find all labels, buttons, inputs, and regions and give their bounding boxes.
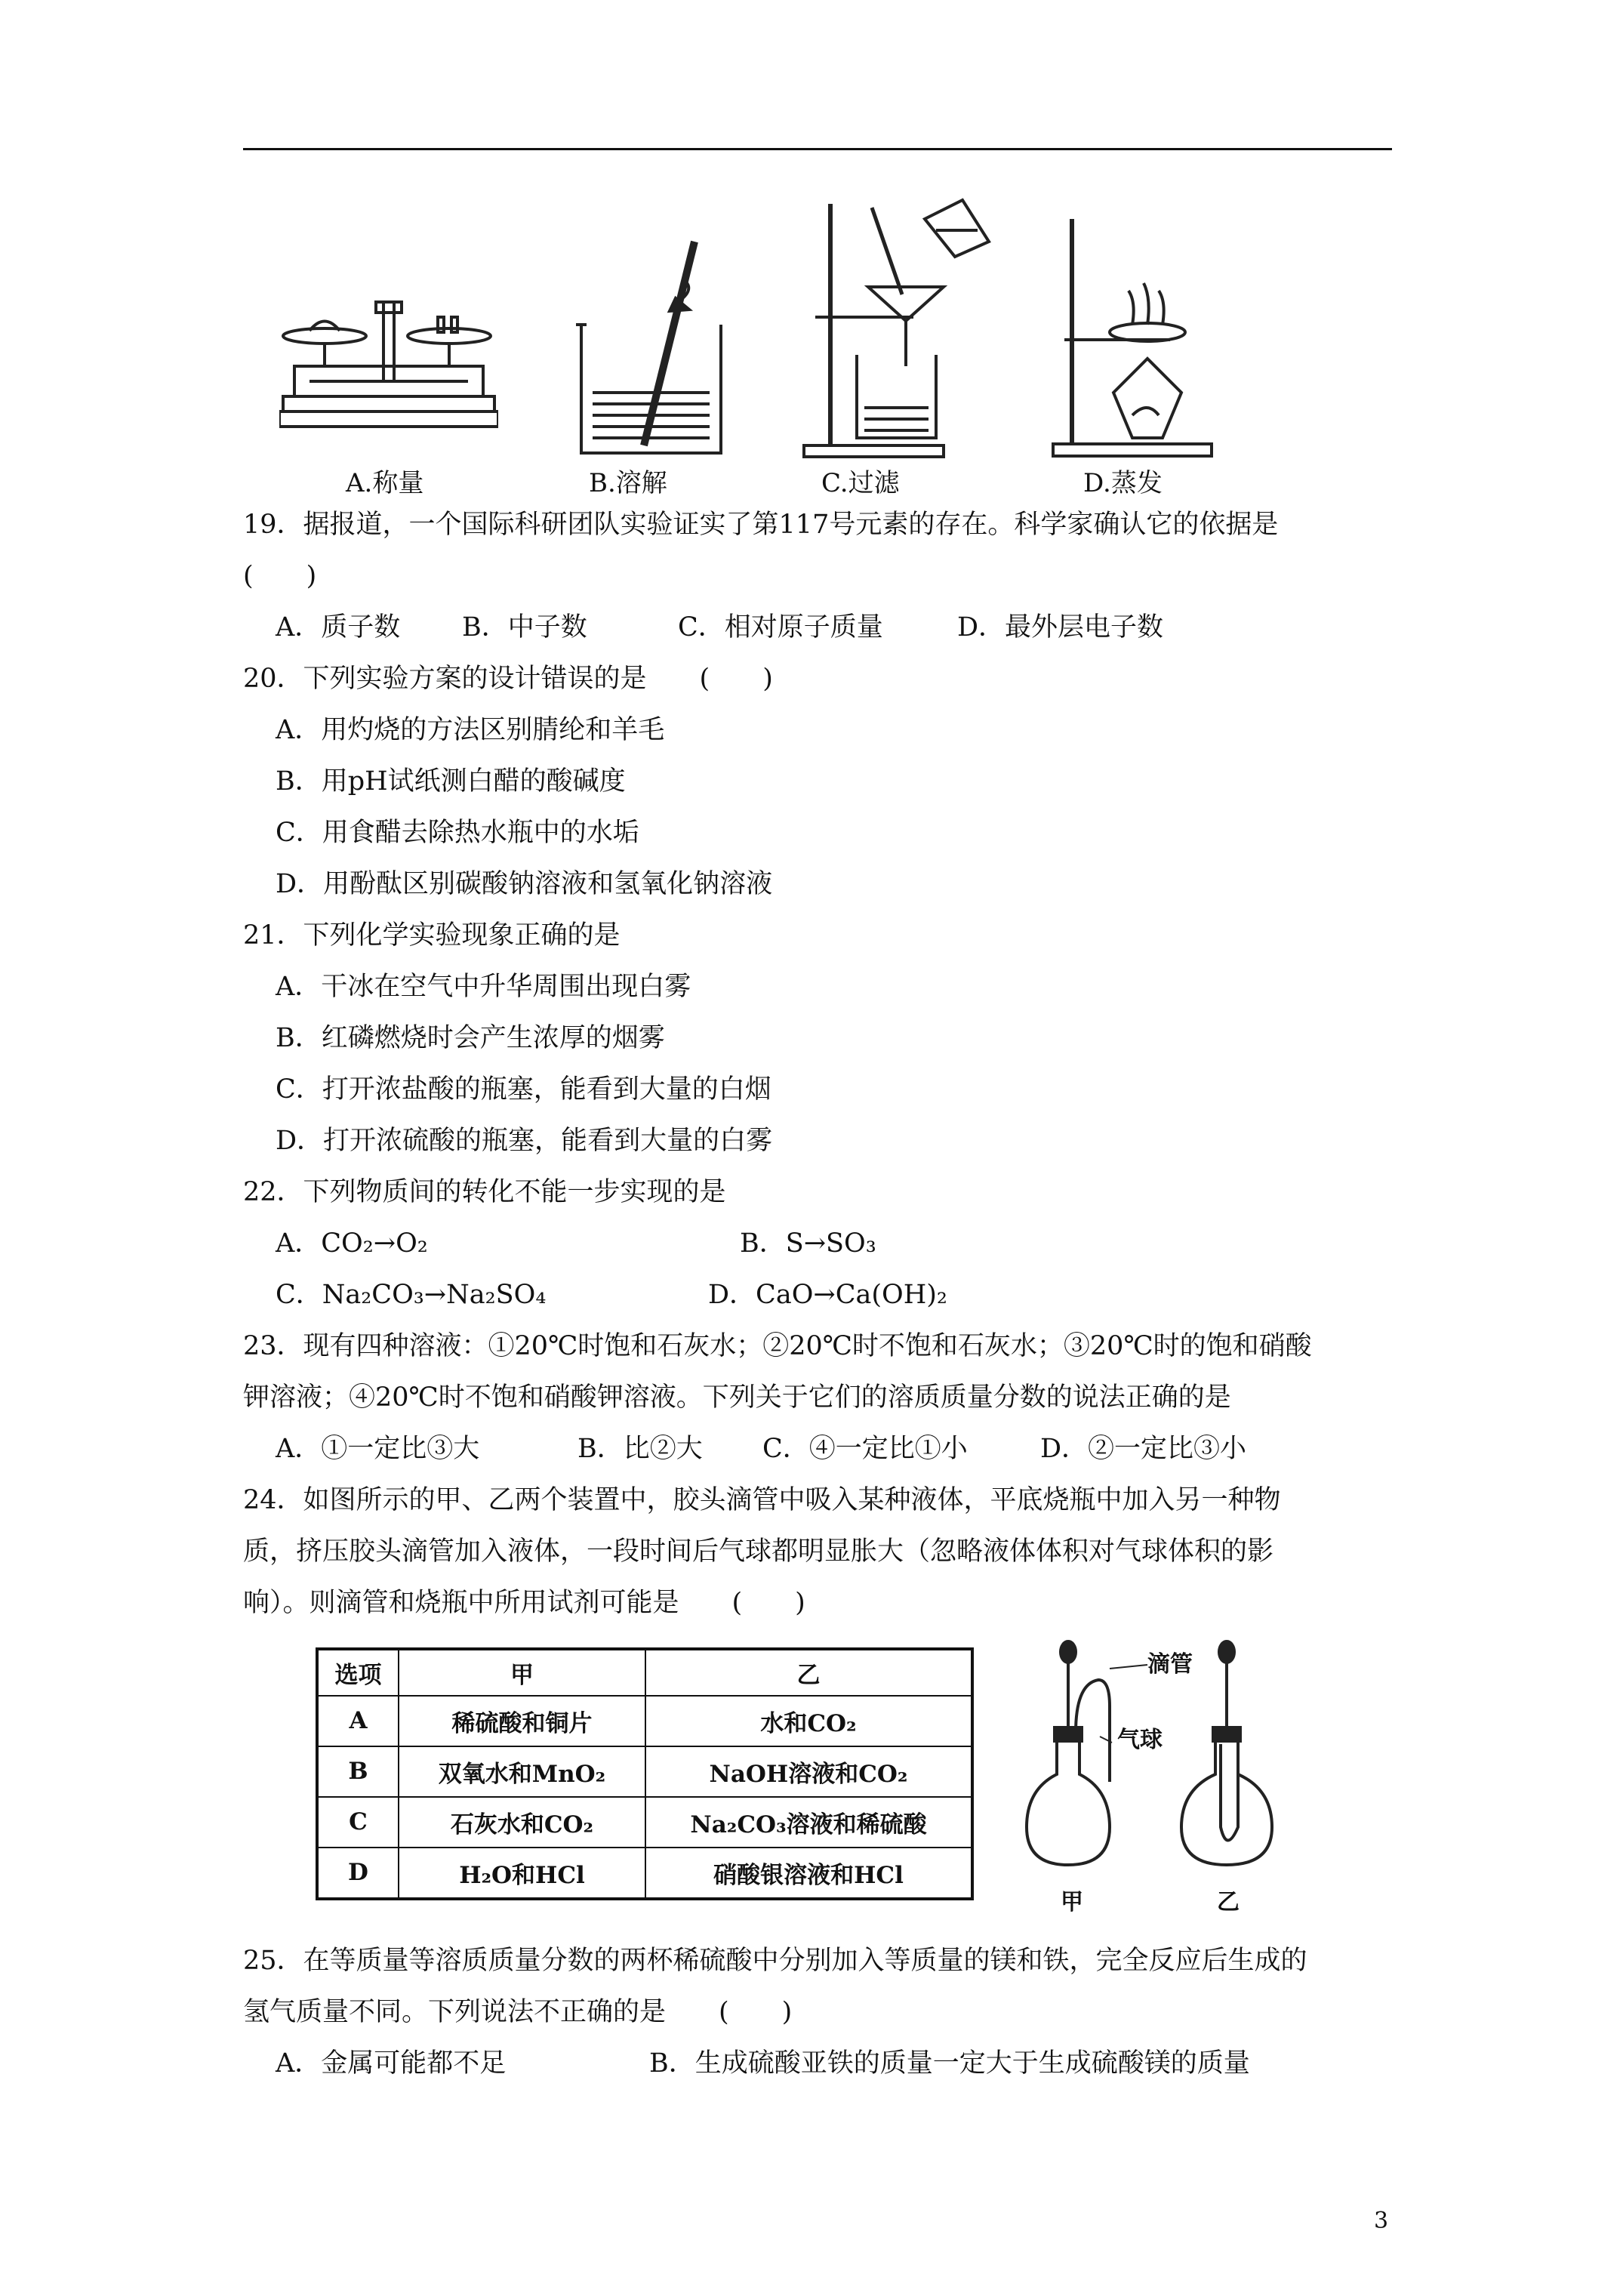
question-25-stem-line-2: 氢气质量不同。下列说法不正确的是 ( ) <box>243 1997 793 2027</box>
question-22-option-a: A．CO₂→O₂ <box>276 1228 428 1259</box>
question-22-option-d: D．CaO→Ca(OH)₂ <box>708 1280 947 1310</box>
dropper-label: 滴管 <box>1147 1651 1193 1678</box>
table-header-cell: 甲 <box>399 1649 645 1696</box>
figure-caption-c: C.过滤 <box>821 468 900 498</box>
question-19-option-b: B．中子数 <box>462 612 587 643</box>
figure-caption-b: B.溶解 <box>589 468 667 498</box>
question-20-option-b: B．用pH试纸测白醋的酸碱度 <box>276 766 626 797</box>
question-23-option-d: D．②一定比③小 <box>1040 1434 1247 1464</box>
question-19-option-a: A．质子数 <box>276 612 401 643</box>
question-23-option-a: A．①一定比③大 <box>276 1434 480 1464</box>
question-24-options-table <box>316 1647 974 1900</box>
table-cell: H₂O和HCl <box>399 1848 645 1899</box>
question-23-option-b: B．比②大 <box>577 1434 703 1464</box>
table-row <box>317 1746 972 1797</box>
table-row <box>317 1696 972 1746</box>
question-21-option-c: C．打开浓盐酸的瓶塞，能看到大量的白烟 <box>276 1074 771 1105</box>
flask-jia-label: 甲 <box>1061 1889 1083 1915</box>
question-25-option-b: B．生成硫酸亚铁的质量一定大于生成硫酸镁的质量 <box>649 2048 1250 2079</box>
table-cell: 石灰水和CO₂ <box>399 1797 645 1848</box>
table-cell: NaOH溶液和CO₂ <box>645 1746 972 1797</box>
table-cell: D <box>317 1848 399 1899</box>
question-21-option-b: B．红磷燃烧时会产生浓厚的烟雾 <box>276 1023 665 1053</box>
question-19-bracket: ( ) <box>243 561 317 591</box>
figure-caption-d: D.蒸发 <box>1083 468 1163 498</box>
question-20-option-d: D．用酚酞区别碳酸钠溶液和氢氧化钠溶液 <box>276 869 773 899</box>
question-24-stem-line-3: 响）。则滴管和烧瓶中所用试剂可能是 ( ) <box>243 1588 805 1618</box>
question-24-stem-line-2: 质，挤压胶头滴管加入液体，一段时间后气球都明显胀大（忽略液体体积对气球体积的影 <box>243 1536 1274 1567</box>
table-row <box>317 1797 972 1848</box>
table-cell: A <box>317 1696 399 1746</box>
question-19-stem: 19．据报道，一个国际科研团队实验证实了第117号元素的存在。科学家确认它的依据是 <box>243 510 1279 540</box>
question-23-stem-line-1: 23．现有四种溶液：①20℃时饱和石灰水；②20℃时不饱和石灰水；③20℃时的饱和硝酸 <box>243 1331 1312 1361</box>
question-25-stem-line-1: 25．在等质量等溶质质量分数的两杯稀硫酸中分别加入等质量的镁和铁，完全反应后生成的 <box>243 1946 1307 1976</box>
question-25-option-a: A．金属可能都不足 <box>276 2048 507 2079</box>
question-22-stem: 22．下列物质间的转化不能一步实现的是 <box>243 1177 726 1207</box>
question-22-option-b: B．S→SO₃ <box>740 1228 876 1259</box>
question-21-option-a: A．干冰在空气中升华周围出现白雾 <box>276 972 691 1002</box>
question-20-stem: 20．下列实验方案的设计错误的是 ( ) <box>243 664 773 694</box>
table-cell: B <box>317 1746 399 1797</box>
question-19-option-d: D．最外层电子数 <box>957 612 1164 643</box>
lab-operations-figure <box>272 196 1268 498</box>
question-23-stem-line-2: 钾溶液；④20℃时不饱和硝酸钾溶液。下列关于它们的溶质质量分数的说法正确的是 <box>243 1382 1231 1413</box>
question-19-option-c: C．相对原子质量 <box>678 612 883 643</box>
flask-yi-label: 乙 <box>1217 1889 1240 1915</box>
balance-scale-icon <box>279 196 498 457</box>
beaker-stirring-icon <box>570 234 736 461</box>
table-cell: Na₂CO₃溶液和稀硫酸 <box>645 1797 972 1848</box>
table-cell: 稀硫酸和铜片 <box>399 1696 645 1746</box>
table-header-cell: 乙 <box>645 1649 972 1696</box>
figure-caption-a: A.称量 <box>346 468 424 498</box>
question-24-stem-line-1: 24．如图所示的甲、乙两个装置中，胶头滴管中吸入某种液体，平底烧瓶中加入另一种物 <box>243 1485 1281 1515</box>
table-row <box>317 1848 972 1899</box>
header-rule <box>243 148 1392 150</box>
table-cell: 双氧水和MnO₂ <box>399 1746 645 1797</box>
table-cell: C <box>317 1797 399 1848</box>
evaporating-dish-icon <box>1049 219 1246 461</box>
question-22-option-c: C．Na₂CO₃→Na₂SO₄ <box>276 1280 547 1310</box>
page-number: 3 <box>1374 2208 1389 2234</box>
table-header-cell: 选项 <box>317 1649 399 1696</box>
question-21-stem: 21．下列化学实验现象正确的是 <box>243 920 621 951</box>
table-cell: 硝酸银溶液和HCl <box>645 1848 972 1899</box>
balloon-label: 气球 <box>1117 1727 1163 1753</box>
flask-apparatus-figure <box>1023 1638 1302 1925</box>
question-21-option-d: D．打开浓硫酸的瓶塞，能看到大量的白雾 <box>276 1126 773 1156</box>
question-20-option-a: A．用灼烧的方法区别腈纶和羊毛 <box>276 715 665 745</box>
table-cell: 水和CO₂ <box>645 1696 972 1746</box>
question-20-option-c: C．用食醋去除热水瓶中的水垢 <box>276 818 639 848</box>
filtration-funnel-icon <box>800 196 1027 461</box>
question-23-option-c: C．④一定比①小 <box>762 1434 968 1464</box>
table-header-row <box>317 1649 972 1696</box>
